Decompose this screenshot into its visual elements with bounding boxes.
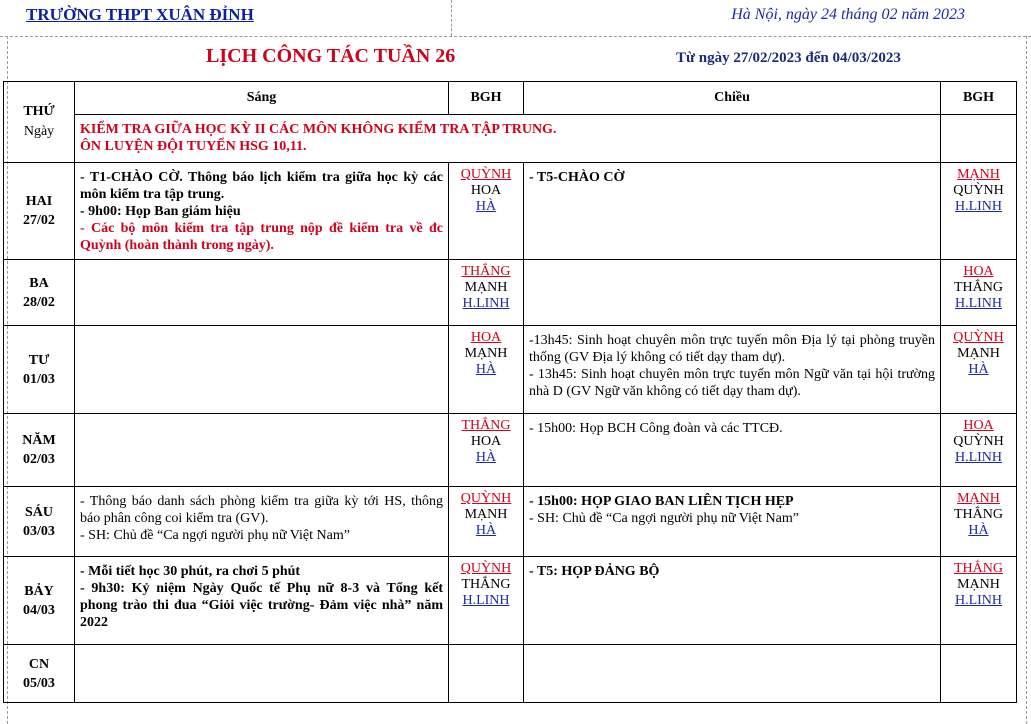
bgh-member-name: HÀ (968, 523, 989, 538)
morning-cell (75, 260, 449, 326)
afternoon-cell (524, 645, 941, 703)
bgh-member-name: THẮNG (954, 507, 1003, 522)
bgh-morning-cell (449, 163, 524, 260)
day-header-label: THỨ (23, 104, 55, 119)
morning-cell (75, 557, 449, 645)
bgh-member-name: H.LINH (954, 593, 1003, 608)
schedule-entry: - Thông báo danh sách phòng kiểm tra giữa kỳ tới HS, thông báo phân công coi kiểm tra (GV). (80, 494, 443, 526)
bgh-member-name: HOA (963, 264, 994, 279)
bgh-morning-cell (449, 414, 524, 487)
table-row (4, 326, 1017, 414)
day-cell (4, 557, 75, 645)
schedule-entry: - SH: Chủ đề “Ca ngợi người phụ nữ Việt Nam” (80, 528, 350, 543)
date-header-label: Ngày (23, 124, 55, 139)
morning-cell (75, 163, 449, 260)
morning-cell (75, 645, 449, 703)
day-date: 01/03 (23, 371, 55, 387)
bgh-member-name: HÀ (968, 362, 989, 377)
schedule-entry: - T5: HỌP ĐẢNG BỘ (529, 564, 660, 579)
afternoon-column-header: Chiều (524, 82, 941, 115)
morning-cell (75, 414, 449, 487)
page-margin-guide-top (0, 36, 1031, 37)
bgh-member-name: THẮNG (461, 418, 511, 433)
day-date: 28/02 (23, 294, 55, 310)
day-cell (4, 326, 75, 414)
school-name: TRƯỜNG THPT XUÂN ĐỈNH (26, 5, 254, 24)
table-row (4, 487, 1017, 557)
bgh-morning-cell (449, 487, 524, 557)
bgh-member-name: HOA (470, 434, 502, 449)
bgh-member-name: HOA (963, 418, 994, 433)
schedule-entry: - 13h45: Sinh hoạt chuyên môn trực tuyến môn Ngữ văn tại hội trường nhà D (GV Ngữ văn không có tiết dạy tham dự). (529, 367, 935, 399)
morning-cell (75, 487, 449, 557)
day-name: CN (28, 656, 50, 672)
bgh-member-name: HÀ (475, 450, 497, 465)
day-cell (4, 487, 75, 557)
schedule-entry: - 9h30: Kỷ niệm Ngày Quốc tế Phụ nữ 8-3 và Tổng kết phong trào thi đua “Giỏi việc trường- Đảm việc nhà” năm 2022 (80, 581, 443, 630)
schedule-entry: - Các bộ môn kiểm tra tập trung nộp đề kiểm tra về đc Quỳnh (hoàn thành trong ngày). (80, 221, 443, 253)
schedule-entry: - 15h00: Họp BCH Công đoàn và các TTCĐ. (529, 421, 783, 436)
schedule-entry: -13h45: Sinh hoạt chuyên môn trực tuyến môn Địa lý tại phòng truyền thống (GV Địa lý không có tiết dạy tham dự). (529, 333, 935, 365)
bgh-morning-cell (449, 260, 524, 326)
table-row (4, 645, 1017, 703)
bgh-morning-cell (449, 645, 524, 703)
day-column-header (4, 82, 75, 163)
bgh-member-name: MẠNH (464, 280, 508, 295)
day-cell (4, 260, 75, 326)
day-name: BẢY (24, 583, 54, 599)
morning-column-header: Sáng (75, 82, 449, 115)
bgh-member-name: THẮNG (954, 280, 1003, 295)
bgh-member-name: MẠNH (957, 346, 1000, 361)
bgh-member-name: HÀ (475, 362, 497, 377)
day-date: 05/03 (23, 675, 55, 691)
schedule-entry: - T5-CHÀO CỜ (529, 170, 625, 185)
bgh-member-name: HOA (470, 330, 502, 345)
bgh-member-name: QUỲNH (460, 561, 512, 576)
day-name: NĂM (22, 433, 56, 448)
week-note-line: KIỂM TRA GIỮA HỌC KỲ II CÁC MÔN KHÔNG KIỂM TRA TẬP TRUNG. (80, 122, 557, 137)
table-row (4, 163, 1017, 260)
bgh-morning-column-header: BGH (449, 82, 524, 115)
schedule-entry: - 9h00: Họp Ban giám hiệu (80, 204, 241, 219)
afternoon-cell (524, 557, 941, 645)
bgh-afternoon-cell (941, 487, 1017, 557)
page-margin-guide-right (1026, 36, 1027, 724)
week-note-empty-cell (941, 115, 1017, 163)
bgh-afternoon-column-header: BGH (941, 82, 1017, 115)
day-date: 04/03 (23, 602, 55, 618)
bgh-member-name: H.LINH (954, 450, 1003, 465)
afternoon-cell (524, 326, 941, 414)
day-date: 03/03 (23, 523, 55, 539)
bgh-member-name: MẠNH (464, 507, 508, 522)
day-date: 02/03 (23, 452, 55, 467)
afternoon-cell (524, 163, 941, 260)
day-cell (4, 645, 75, 703)
week-note-line: ÔN LUYỆN ĐỘI TUYỂN HSG 10,11. (80, 139, 307, 154)
table-header-row (4, 82, 1017, 115)
bgh-member-name: HÀ (475, 523, 497, 538)
place-date: Hà Nội, ngày 24 tháng 02 năm 2023 (731, 6, 965, 23)
bgh-member-name: QUỲNH (460, 167, 512, 182)
afternoon-cell (524, 414, 941, 487)
schedule-entry: - T1-CHÀO CỜ. Thông báo lịch kiểm tra giữa học kỳ các môn kiểm tra tập trung. (80, 170, 443, 202)
bgh-member-name: QUỲNH (460, 491, 512, 506)
bgh-member-name: MẠNH (957, 167, 1000, 182)
weekly-schedule-table (3, 81, 1017, 703)
week-note-row (4, 115, 1017, 163)
schedule-entry: - 15h00: HỌP GIAO BAN LIÊN TỊCH HẸP (529, 494, 794, 509)
document-title: LỊCH CÔNG TÁC TUẦN 26 (206, 45, 456, 67)
week-note (75, 115, 941, 163)
bgh-afternoon-cell (941, 163, 1017, 260)
bgh-member-name: QUỲNH (953, 330, 1004, 345)
bgh-member-name: MẠNH (464, 346, 508, 361)
bgh-morning-cell (449, 326, 524, 414)
bgh-member-name: MẠNH (957, 491, 1000, 506)
table-row (4, 414, 1017, 487)
schedule-entry: - SH: Chủ đề “Ca ngợi người phụ nữ Việt Nam” (529, 511, 799, 526)
afternoon-cell (524, 487, 941, 557)
bgh-member-name: H.LINH (462, 296, 510, 311)
table-row (4, 557, 1017, 645)
bgh-member-name: HÀ (475, 199, 497, 214)
bgh-afternoon-cell (941, 414, 1017, 487)
bgh-afternoon-cell (941, 645, 1017, 703)
bgh-member-name: THẮNG (954, 561, 1003, 576)
bgh-member-name: QUỲNH (953, 183, 1004, 198)
bgh-member-name: H.LINH (462, 593, 510, 608)
bgh-member-name: H.LINH (954, 296, 1003, 311)
day-cell (4, 414, 75, 487)
bgh-member-name: QUỲNH (953, 434, 1004, 449)
bgh-member-name: THẮNG (461, 577, 511, 592)
day-name: TƯ (28, 352, 50, 368)
afternoon-cell (524, 260, 941, 326)
bgh-morning-cell (449, 557, 524, 645)
day-name: HAI (25, 194, 53, 209)
day-name: BA (29, 275, 49, 291)
bgh-member-name: THẮNG (461, 264, 511, 279)
bgh-afternoon-cell (941, 260, 1017, 326)
table-row (4, 260, 1017, 326)
bgh-afternoon-cell (941, 326, 1017, 414)
page-margin-guide-middle (451, 0, 452, 36)
bgh-member-name: MẠNH (957, 577, 1000, 592)
schedule-entry: - Mỗi tiết học 30 phút, ra chơi 5 phút (80, 564, 301, 579)
bgh-member-name: H.LINH (954, 199, 1003, 214)
day-cell (4, 163, 75, 260)
bgh-member-name: HOA (470, 183, 502, 198)
day-date: 27/02 (23, 213, 55, 228)
bgh-afternoon-cell (941, 557, 1017, 645)
date-range: Từ ngày 27/02/2023 đến 04/03/2023 (676, 50, 901, 66)
day-name: SÁU (24, 504, 53, 520)
morning-cell (75, 326, 449, 414)
